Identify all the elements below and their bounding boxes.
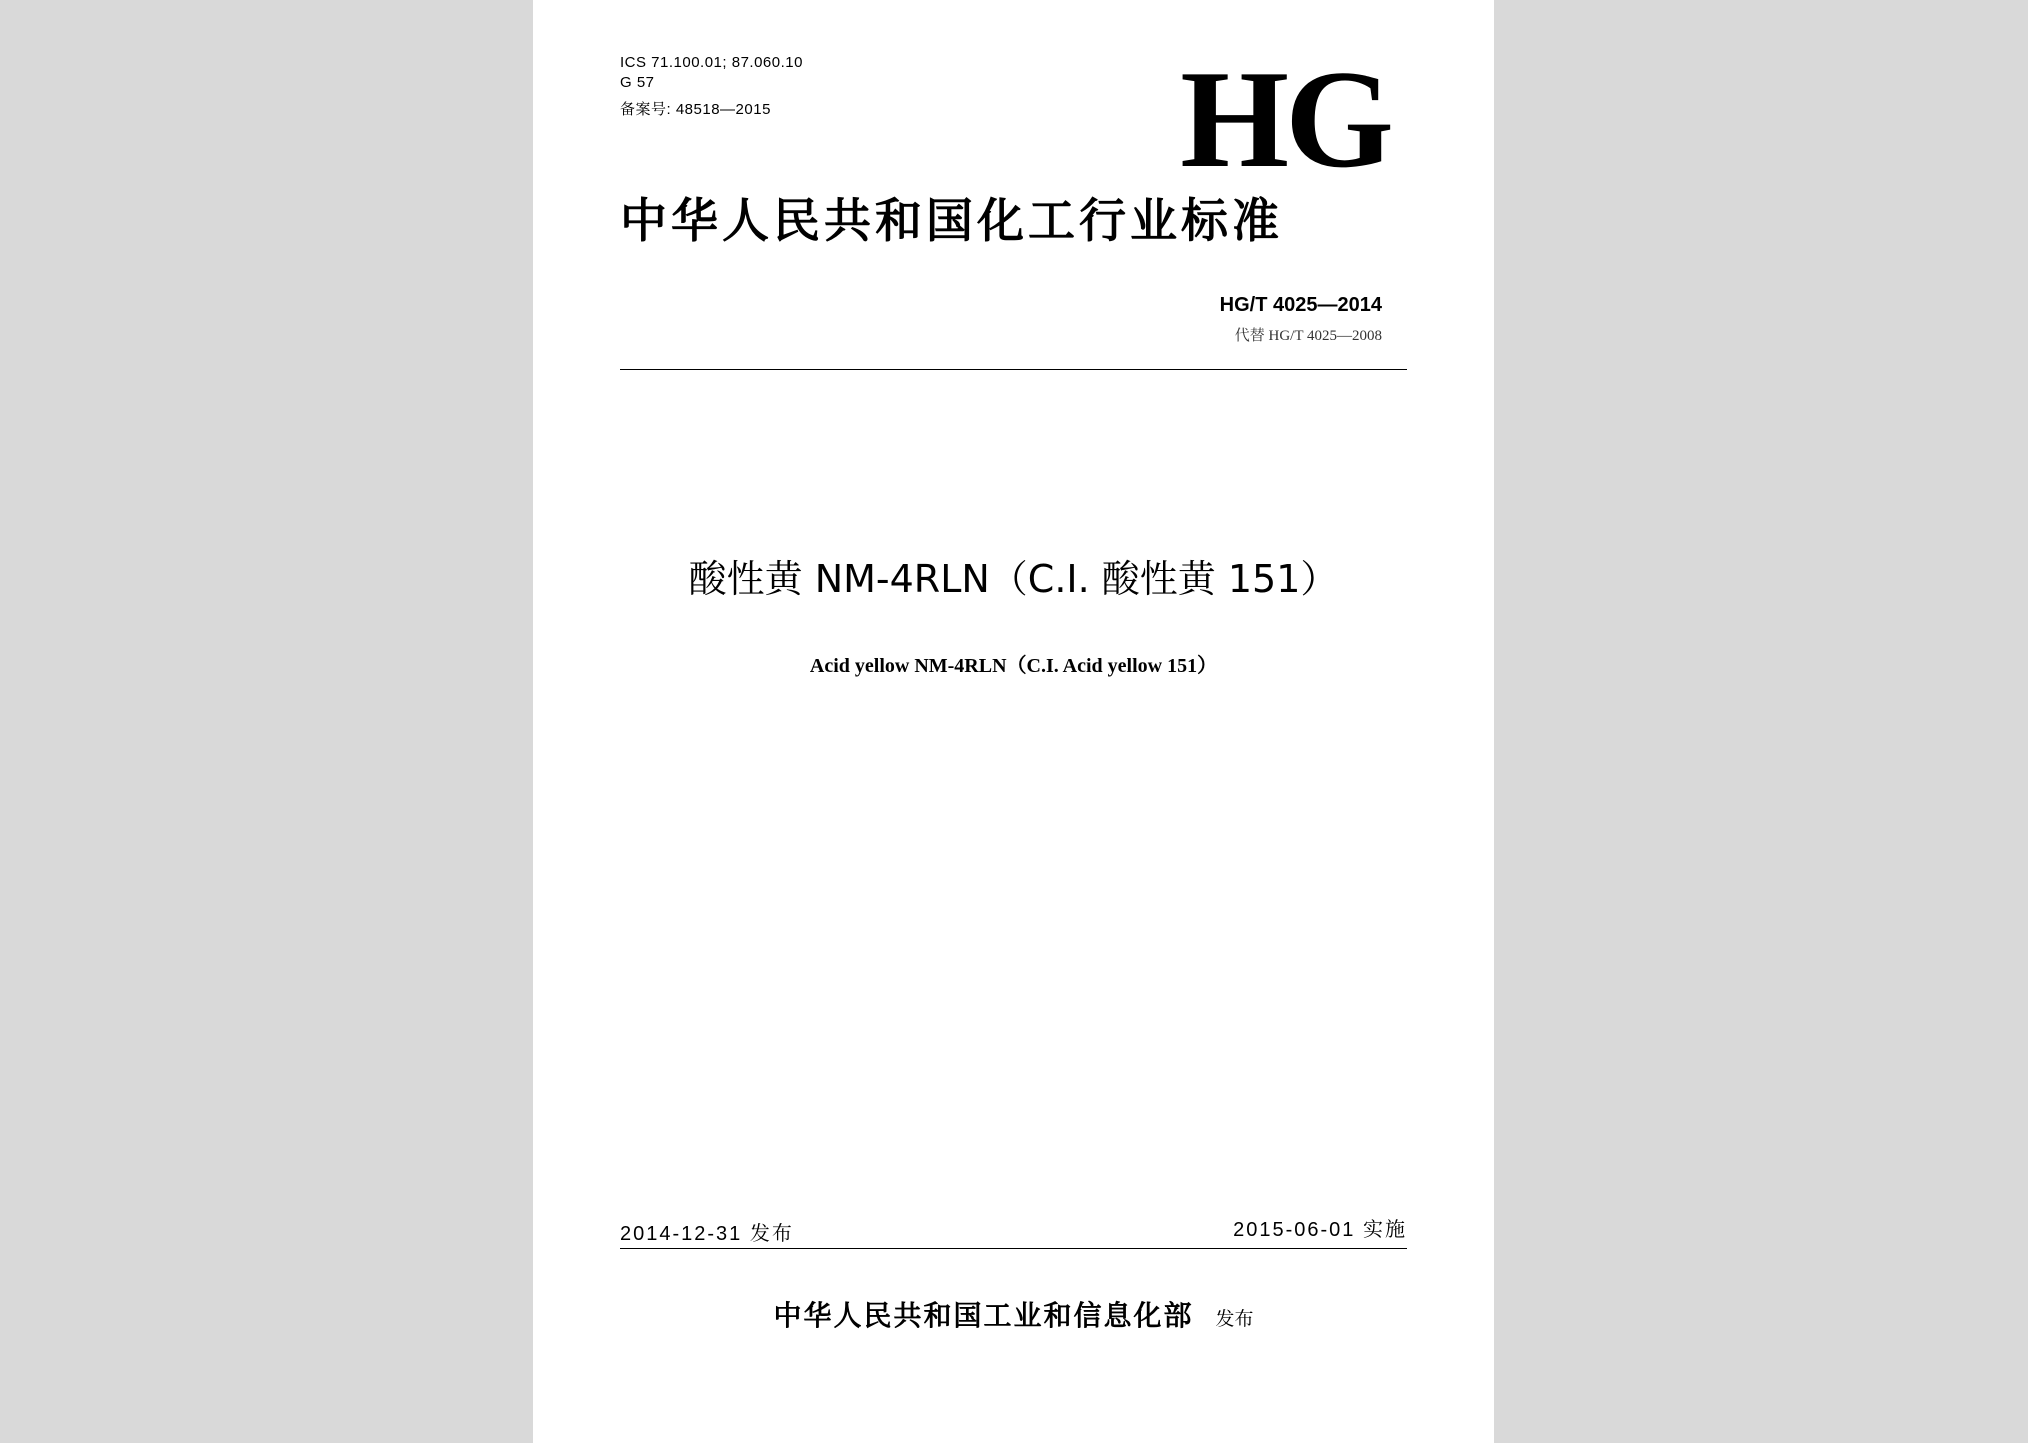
standard-category-title: 中华人民共和国化工行业标准	[620, 194, 1283, 249]
header-divider	[620, 369, 1407, 370]
document-title-en: Acid yellow NM-4RLN（C.I. Acid yellow 151）	[809, 655, 1218, 677]
standard-number: HG/T 4025—2014	[1219, 294, 1382, 316]
ics-code: ICS 71.100.01; 87.060.10	[620, 54, 803, 71]
footer-divider	[620, 1248, 1407, 1249]
effective-date: 2015-06-01 实施	[1233, 1219, 1407, 1241]
publisher-suffix: 发布	[1215, 1308, 1254, 1330]
document-page	[533, 0, 1494, 1443]
publisher-name: 中华人民共和国工业和信息化部	[773, 1299, 1194, 1332]
document-title-cn: 酸性黄 NM-4RLN（C.I. 酸性黄 151）	[688, 557, 1339, 601]
replaces-standard: 代替 HG/T 4025—2008	[1234, 328, 1382, 344]
classification-code: G 57	[620, 74, 655, 91]
hg-logo: HG	[1180, 42, 1390, 197]
record-number: 备案号: 48518—2015	[620, 101, 771, 118]
publisher-line	[533, 1299, 1494, 1332]
issue-date: 2014-12-31 发布	[620, 1223, 794, 1245]
